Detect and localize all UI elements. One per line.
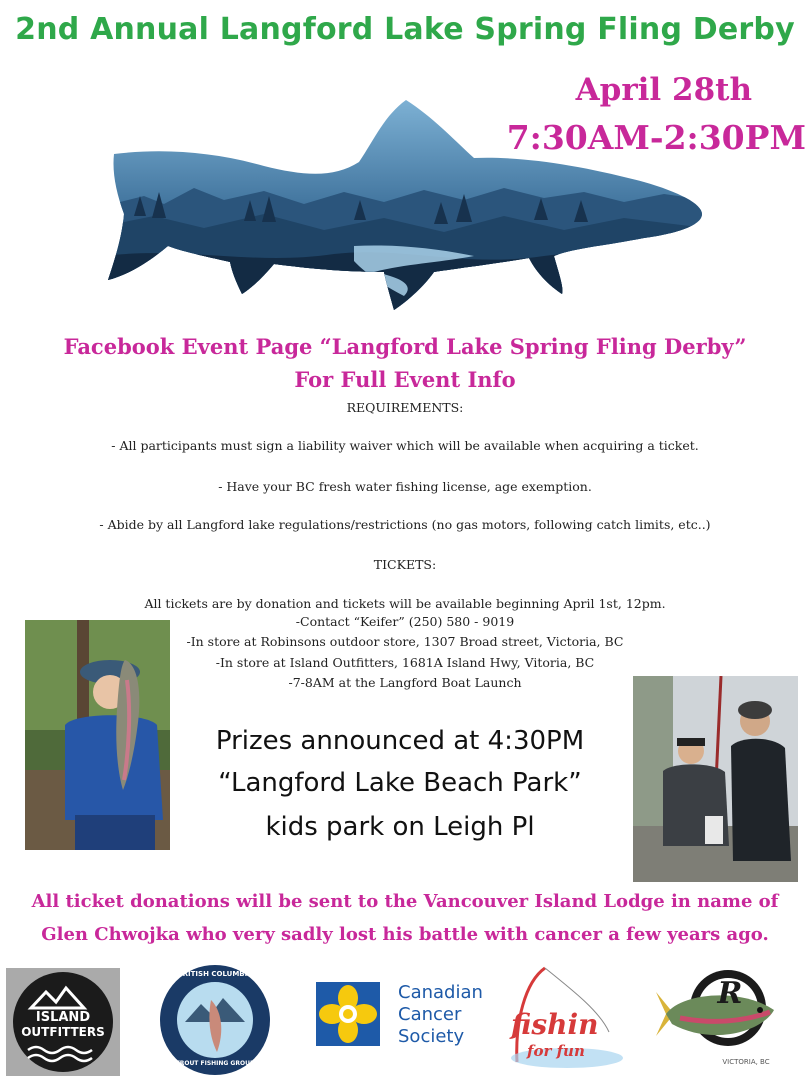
for-fun-text: for fun	[527, 1042, 585, 1060]
requirement-item-3: - Abide by all Langford lake regulations/restrictions (no gas motors, following catch limits, etc..)	[99, 517, 711, 532]
robinsons-sub: VICTORIA, BC	[722, 1058, 770, 1066]
bc-trout-bottom-text: TROUT FISHING GROUP	[175, 1060, 255, 1067]
requirements-heading: REQUIREMENTS:	[346, 400, 464, 415]
ticket-item-3: -In store at Island Outfitters, 1681A Island Hwy, Vitoria, BC	[215, 655, 595, 670]
ticket-item-4: -7-8AM at the Langford Boat Launch	[288, 675, 522, 690]
cancer-line-3: Society	[398, 1026, 465, 1047]
island-outfitters-logo	[6, 968, 120, 1076]
requirement-item-2: - Have your BC fresh water fishing license, age exemption.	[218, 479, 592, 494]
event-title: 2nd Annual Langford Lake Spring Fling Derby	[15, 12, 795, 47]
trout-landscape-icon	[104, 96, 706, 314]
anglers-photo	[633, 676, 798, 882]
prizes-line-1: Prizes announced at 4:30PM	[215, 726, 585, 756]
donation-line-2: Glen Chwojka who very sadly lost his battle with cancer a few years ago.	[41, 924, 769, 945]
requirement-item-1: - All participants must sign a liability waiver which will be available when acquiring a ticket.	[111, 438, 699, 453]
prizes-line-3: kids park on Leigh Pl	[265, 812, 535, 842]
fishin-for-fun-logo	[505, 962, 630, 1074]
prizes-line-2: “Langford Lake Beach Park”	[218, 768, 582, 798]
cancer-society-text	[398, 982, 483, 1048]
island-logo-line-1: ISLAND	[35, 1010, 91, 1025]
bc-trout-group-logo	[151, 960, 279, 1078]
bc-trout-top-text: BRITISH COLUMBIA	[177, 970, 253, 978]
ticket-item-1: -Contact “Keifer” (250) 580 - 9019	[295, 614, 515, 629]
daffodil-icon	[316, 982, 380, 1046]
facebook-line-1: Facebook Event Page “Langford Lake Spring Fling Derby”	[63, 334, 747, 359]
island-logo-line-2: OUTFITTERS	[21, 1025, 105, 1039]
facebook-line-2: For Full Event Info	[294, 367, 516, 392]
cancer-line-1: Canadian	[398, 982, 483, 1003]
robinsons-letter: R	[717, 976, 743, 1011]
ticket-item-2: -In store at Robinsons outdoor store, 1307 Broad street, Victoria, BC	[186, 634, 624, 649]
tickets-intro: All tickets are by donation and tickets will be available beginning April 1st, 12pm.	[144, 596, 666, 611]
fishin-text: fishin	[511, 1008, 599, 1041]
robinsons-logo	[652, 962, 780, 1074]
event-date: April 28th	[575, 72, 752, 108]
event-time: 7:30AM-2:30PM	[506, 118, 806, 157]
tickets-heading: TICKETS:	[373, 557, 437, 572]
child-with-fish-photo	[25, 620, 170, 850]
cancer-line-2: Cancer	[398, 1004, 462, 1025]
canadian-cancer-society-logo	[316, 980, 496, 1050]
donation-line-1: All ticket donations will be sent to the Vancouver Island Lodge in name of	[31, 891, 779, 912]
facebook-info	[0, 330, 810, 396]
